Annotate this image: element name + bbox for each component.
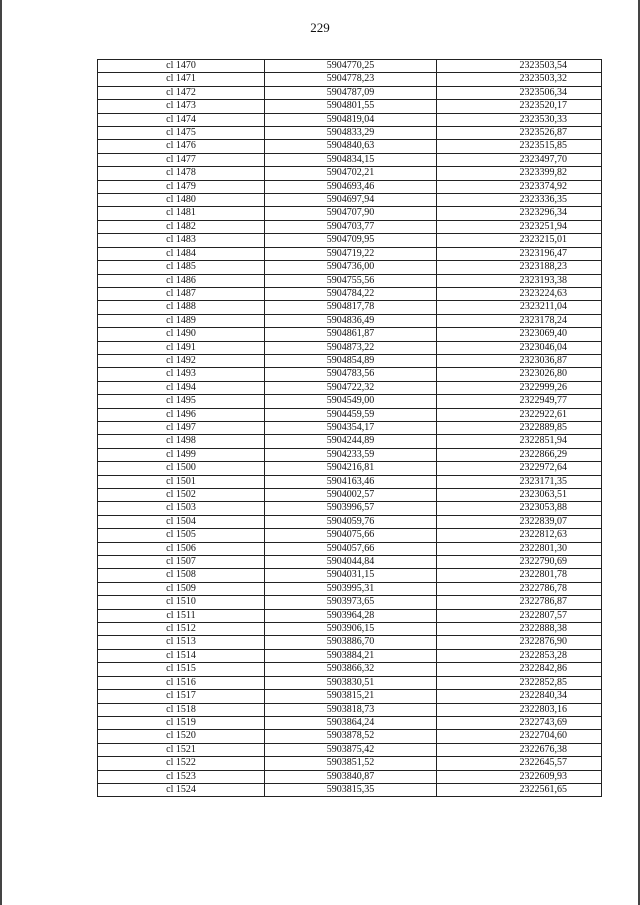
table-row [98, 636, 602, 649]
point-id-cell: cl 1502 [98, 489, 265, 502]
table-row [98, 127, 602, 140]
table-row [98, 408, 602, 421]
table-row [98, 783, 602, 796]
y-coordinate-cell: 2322609,93 [437, 770, 602, 783]
table-row [98, 194, 602, 207]
x-coordinate-cell: 5903964,28 [265, 609, 437, 622]
table-row [98, 703, 602, 716]
y-coordinate-cell: 2322840,34 [437, 690, 602, 703]
y-coordinate-cell: 2323215,01 [437, 234, 602, 247]
x-coordinate-cell: 5903886,70 [265, 636, 437, 649]
x-coordinate-cell: 5904787,09 [265, 86, 437, 99]
y-coordinate-cell: 2322807,57 [437, 609, 602, 622]
x-coordinate-cell: 5904861,87 [265, 328, 437, 341]
table-row [98, 328, 602, 341]
table-row [98, 234, 602, 247]
table-row [98, 690, 602, 703]
point-id-cell: cl 1484 [98, 247, 265, 260]
point-id-cell: cl 1489 [98, 314, 265, 327]
point-id-cell: cl 1482 [98, 220, 265, 233]
point-id-cell: cl 1504 [98, 515, 265, 528]
y-coordinate-cell: 2323171,35 [437, 475, 602, 488]
y-coordinate-cell: 2322972,64 [437, 462, 602, 475]
x-coordinate-cell: 5904801,55 [265, 100, 437, 113]
y-coordinate-cell: 2322842,86 [437, 663, 602, 676]
x-coordinate-cell: 5903996,57 [265, 502, 437, 515]
table-row [98, 314, 602, 327]
table-row [98, 86, 602, 99]
y-coordinate-cell: 2323515,85 [437, 140, 602, 153]
point-id-cell: cl 1522 [98, 757, 265, 770]
x-coordinate-cell: 5904031,15 [265, 569, 437, 582]
table-row [98, 676, 602, 689]
table-row [98, 743, 602, 756]
x-coordinate-cell: 5903906,15 [265, 623, 437, 636]
x-coordinate-cell: 5903864,24 [265, 716, 437, 729]
x-coordinate-cell: 5904783,56 [265, 368, 437, 381]
y-coordinate-cell: 2322801,30 [437, 542, 602, 555]
x-coordinate-cell: 5904784,22 [265, 287, 437, 300]
x-coordinate-cell: 5904736,00 [265, 261, 437, 274]
table-row [98, 220, 602, 233]
x-coordinate-cell: 5904819,04 [265, 113, 437, 126]
point-id-cell: cl 1512 [98, 623, 265, 636]
y-coordinate-cell: 2323063,51 [437, 489, 602, 502]
point-id-cell: cl 1486 [98, 274, 265, 287]
point-id-cell: cl 1506 [98, 542, 265, 555]
y-coordinate-cell: 2323526,87 [437, 127, 602, 140]
x-coordinate-cell: 5904549,00 [265, 395, 437, 408]
table-row [98, 153, 602, 166]
table-row [98, 489, 602, 502]
y-coordinate-cell: 2323506,34 [437, 86, 602, 99]
x-coordinate-cell: 5904459,59 [265, 408, 437, 421]
table-row [98, 435, 602, 448]
point-id-cell: cl 1518 [98, 703, 265, 716]
point-id-cell: cl 1500 [98, 462, 265, 475]
y-coordinate-cell: 2322676,38 [437, 743, 602, 756]
point-id-cell: cl 1487 [98, 287, 265, 300]
point-id-cell: cl 1515 [98, 663, 265, 676]
y-coordinate-cell: 2323211,04 [437, 301, 602, 314]
point-id-cell: cl 1485 [98, 261, 265, 274]
x-coordinate-cell: 5904163,46 [265, 475, 437, 488]
y-coordinate-cell: 2323399,82 [437, 167, 602, 180]
point-id-cell: cl 1478 [98, 167, 265, 180]
point-id-cell: cl 1476 [98, 140, 265, 153]
x-coordinate-cell: 5904834,15 [265, 153, 437, 166]
y-coordinate-cell: 2322839,07 [437, 515, 602, 528]
x-coordinate-cell: 5904778,23 [265, 73, 437, 86]
point-id-cell: cl 1491 [98, 341, 265, 354]
y-coordinate-cell: 2323036,87 [437, 354, 602, 367]
x-coordinate-cell: 5904755,56 [265, 274, 437, 287]
table-row [98, 556, 602, 569]
point-id-cell: cl 1523 [98, 770, 265, 783]
table-row [98, 274, 602, 287]
point-id-cell: cl 1499 [98, 448, 265, 461]
x-coordinate-cell: 5903884,21 [265, 649, 437, 662]
y-coordinate-cell: 2323503,32 [437, 73, 602, 86]
x-coordinate-cell: 5903840,87 [265, 770, 437, 783]
y-coordinate-cell: 2322889,85 [437, 421, 602, 434]
y-coordinate-cell: 2322851,94 [437, 435, 602, 448]
point-id-cell: cl 1493 [98, 368, 265, 381]
table-row [98, 716, 602, 729]
point-id-cell: cl 1521 [98, 743, 265, 756]
x-coordinate-cell: 5904719,22 [265, 247, 437, 260]
point-id-cell: cl 1524 [98, 783, 265, 796]
y-coordinate-cell: 2322888,38 [437, 623, 602, 636]
x-coordinate-cell: 5904059,76 [265, 515, 437, 528]
x-coordinate-cell: 5904044,84 [265, 556, 437, 569]
table-row [98, 663, 602, 676]
point-id-cell: cl 1503 [98, 502, 265, 515]
x-coordinate-cell: 5904233,59 [265, 448, 437, 461]
table-row [98, 448, 602, 461]
x-coordinate-cell: 5903818,73 [265, 703, 437, 716]
x-coordinate-cell: 5903830,51 [265, 676, 437, 689]
y-coordinate-cell: 2323224,63 [437, 287, 602, 300]
table-row [98, 247, 602, 260]
point-id-cell: cl 1513 [98, 636, 265, 649]
x-coordinate-cell: 5904833,29 [265, 127, 437, 140]
y-coordinate-cell: 2322645,57 [437, 757, 602, 770]
table-row [98, 73, 602, 86]
x-coordinate-cell: 5904709,95 [265, 234, 437, 247]
table-row [98, 515, 602, 528]
point-id-cell: cl 1508 [98, 569, 265, 582]
point-id-cell: cl 1497 [98, 421, 265, 434]
table-row [98, 475, 602, 488]
table-row [98, 582, 602, 595]
x-coordinate-cell: 5904075,66 [265, 529, 437, 542]
point-id-cell: cl 1475 [98, 127, 265, 140]
point-id-cell: cl 1516 [98, 676, 265, 689]
y-coordinate-cell: 2322704,60 [437, 730, 602, 743]
point-id-cell: cl 1511 [98, 609, 265, 622]
x-coordinate-cell: 5903995,31 [265, 582, 437, 595]
x-coordinate-cell: 5904840,63 [265, 140, 437, 153]
point-id-cell: cl 1514 [98, 649, 265, 662]
table-row [98, 261, 602, 274]
point-id-cell: cl 1472 [98, 86, 265, 99]
y-coordinate-cell: 2323046,04 [437, 341, 602, 354]
table-row [98, 113, 602, 126]
y-coordinate-cell: 2322853,28 [437, 649, 602, 662]
point-id-cell: cl 1498 [98, 435, 265, 448]
point-id-cell: cl 1505 [98, 529, 265, 542]
x-coordinate-cell: 5904697,94 [265, 194, 437, 207]
y-coordinate-cell: 2323188,23 [437, 261, 602, 274]
point-id-cell: cl 1471 [98, 73, 265, 86]
table-row [98, 502, 602, 515]
point-id-cell: cl 1477 [98, 153, 265, 166]
y-coordinate-cell: 2323053,88 [437, 502, 602, 515]
y-coordinate-cell: 2322790,69 [437, 556, 602, 569]
table-row [98, 649, 602, 662]
table-row [98, 569, 602, 582]
point-id-cell: cl 1481 [98, 207, 265, 220]
y-coordinate-cell: 2322561,65 [437, 783, 602, 796]
table-row [98, 757, 602, 770]
y-coordinate-cell: 2322812,63 [437, 529, 602, 542]
point-id-cell: cl 1517 [98, 690, 265, 703]
table-row [98, 167, 602, 180]
y-coordinate-cell: 2322801,78 [437, 569, 602, 582]
x-coordinate-cell: 5903866,32 [265, 663, 437, 676]
table-row [98, 421, 602, 434]
point-id-cell: cl 1507 [98, 556, 265, 569]
x-coordinate-cell: 5904707,90 [265, 207, 437, 220]
y-coordinate-cell: 2322743,69 [437, 716, 602, 729]
coordinates-table [97, 59, 602, 797]
table-row [98, 623, 602, 636]
x-coordinate-cell: 5904693,46 [265, 180, 437, 193]
y-coordinate-cell: 2323026,80 [437, 368, 602, 381]
point-id-cell: cl 1492 [98, 354, 265, 367]
point-id-cell: cl 1488 [98, 301, 265, 314]
point-id-cell: cl 1495 [98, 395, 265, 408]
point-id-cell: cl 1490 [98, 328, 265, 341]
table-row [98, 529, 602, 542]
table-row [98, 462, 602, 475]
x-coordinate-cell: 5904836,49 [265, 314, 437, 327]
y-coordinate-cell: 2323178,24 [437, 314, 602, 327]
x-coordinate-cell: 5904216,81 [265, 462, 437, 475]
x-coordinate-cell: 5904770,25 [265, 60, 437, 73]
y-coordinate-cell: 2323196,47 [437, 247, 602, 260]
table-row [98, 381, 602, 394]
point-id-cell: cl 1474 [98, 113, 265, 126]
point-id-cell: cl 1520 [98, 730, 265, 743]
table-row [98, 395, 602, 408]
point-id-cell: cl 1509 [98, 582, 265, 595]
table-row [98, 140, 602, 153]
table-row [98, 180, 602, 193]
table-row [98, 542, 602, 555]
point-id-cell: cl 1496 [98, 408, 265, 421]
table-row [98, 354, 602, 367]
table-row [98, 770, 602, 783]
y-coordinate-cell: 2322803,16 [437, 703, 602, 716]
x-coordinate-cell: 5904354,17 [265, 421, 437, 434]
table-row [98, 730, 602, 743]
x-coordinate-cell: 5904702,21 [265, 167, 437, 180]
x-coordinate-cell: 5903815,21 [265, 690, 437, 703]
x-coordinate-cell: 5904244,89 [265, 435, 437, 448]
y-coordinate-cell: 2323520,17 [437, 100, 602, 113]
y-coordinate-cell: 2323497,70 [437, 153, 602, 166]
table-row [98, 341, 602, 354]
y-coordinate-cell: 2323336,35 [437, 194, 602, 207]
coordinates-table-body [98, 60, 602, 797]
y-coordinate-cell: 2322949,77 [437, 395, 602, 408]
table-row [98, 368, 602, 381]
point-id-cell: cl 1519 [98, 716, 265, 729]
x-coordinate-cell: 5904817,78 [265, 301, 437, 314]
x-coordinate-cell: 5903875,42 [265, 743, 437, 756]
x-coordinate-cell: 5904703,77 [265, 220, 437, 233]
y-coordinate-cell: 2322852,85 [437, 676, 602, 689]
table-row [98, 100, 602, 113]
y-coordinate-cell: 2323069,40 [437, 328, 602, 341]
y-coordinate-cell: 2322866,29 [437, 448, 602, 461]
table-row [98, 609, 602, 622]
point-id-cell: cl 1479 [98, 180, 265, 193]
y-coordinate-cell: 2323503,54 [437, 60, 602, 73]
y-coordinate-cell: 2323251,94 [437, 220, 602, 233]
page-edge-left [0, 0, 2, 905]
y-coordinate-cell: 2322786,87 [437, 596, 602, 609]
y-coordinate-cell: 2323296,34 [437, 207, 602, 220]
point-id-cell: cl 1510 [98, 596, 265, 609]
y-coordinate-cell: 2322876,90 [437, 636, 602, 649]
point-id-cell: cl 1501 [98, 475, 265, 488]
y-coordinate-cell: 2323193,38 [437, 274, 602, 287]
x-coordinate-cell: 5904854,89 [265, 354, 437, 367]
y-coordinate-cell: 2323374,92 [437, 180, 602, 193]
table-row [98, 301, 602, 314]
x-coordinate-cell: 5904873,22 [265, 341, 437, 354]
table-row [98, 60, 602, 73]
x-coordinate-cell: 5904057,66 [265, 542, 437, 555]
x-coordinate-cell: 5903878,52 [265, 730, 437, 743]
table-row [98, 207, 602, 220]
y-coordinate-cell: 2322922,61 [437, 408, 602, 421]
point-id-cell: cl 1480 [98, 194, 265, 207]
point-id-cell: cl 1483 [98, 234, 265, 247]
x-coordinate-cell: 5903973,65 [265, 596, 437, 609]
y-coordinate-cell: 2323530,33 [437, 113, 602, 126]
x-coordinate-cell: 5904722,32 [265, 381, 437, 394]
y-coordinate-cell: 2322786,78 [437, 582, 602, 595]
point-id-cell: cl 1473 [98, 100, 265, 113]
y-coordinate-cell: 2322999,26 [437, 381, 602, 394]
x-coordinate-cell: 5904002,57 [265, 489, 437, 502]
point-id-cell: cl 1494 [98, 381, 265, 394]
x-coordinate-cell: 5903815,35 [265, 783, 437, 796]
x-coordinate-cell: 5903851,52 [265, 757, 437, 770]
table-row [98, 596, 602, 609]
page-number: 229 [310, 20, 330, 35]
table-row [98, 287, 602, 300]
point-id-cell: cl 1470 [98, 60, 265, 73]
